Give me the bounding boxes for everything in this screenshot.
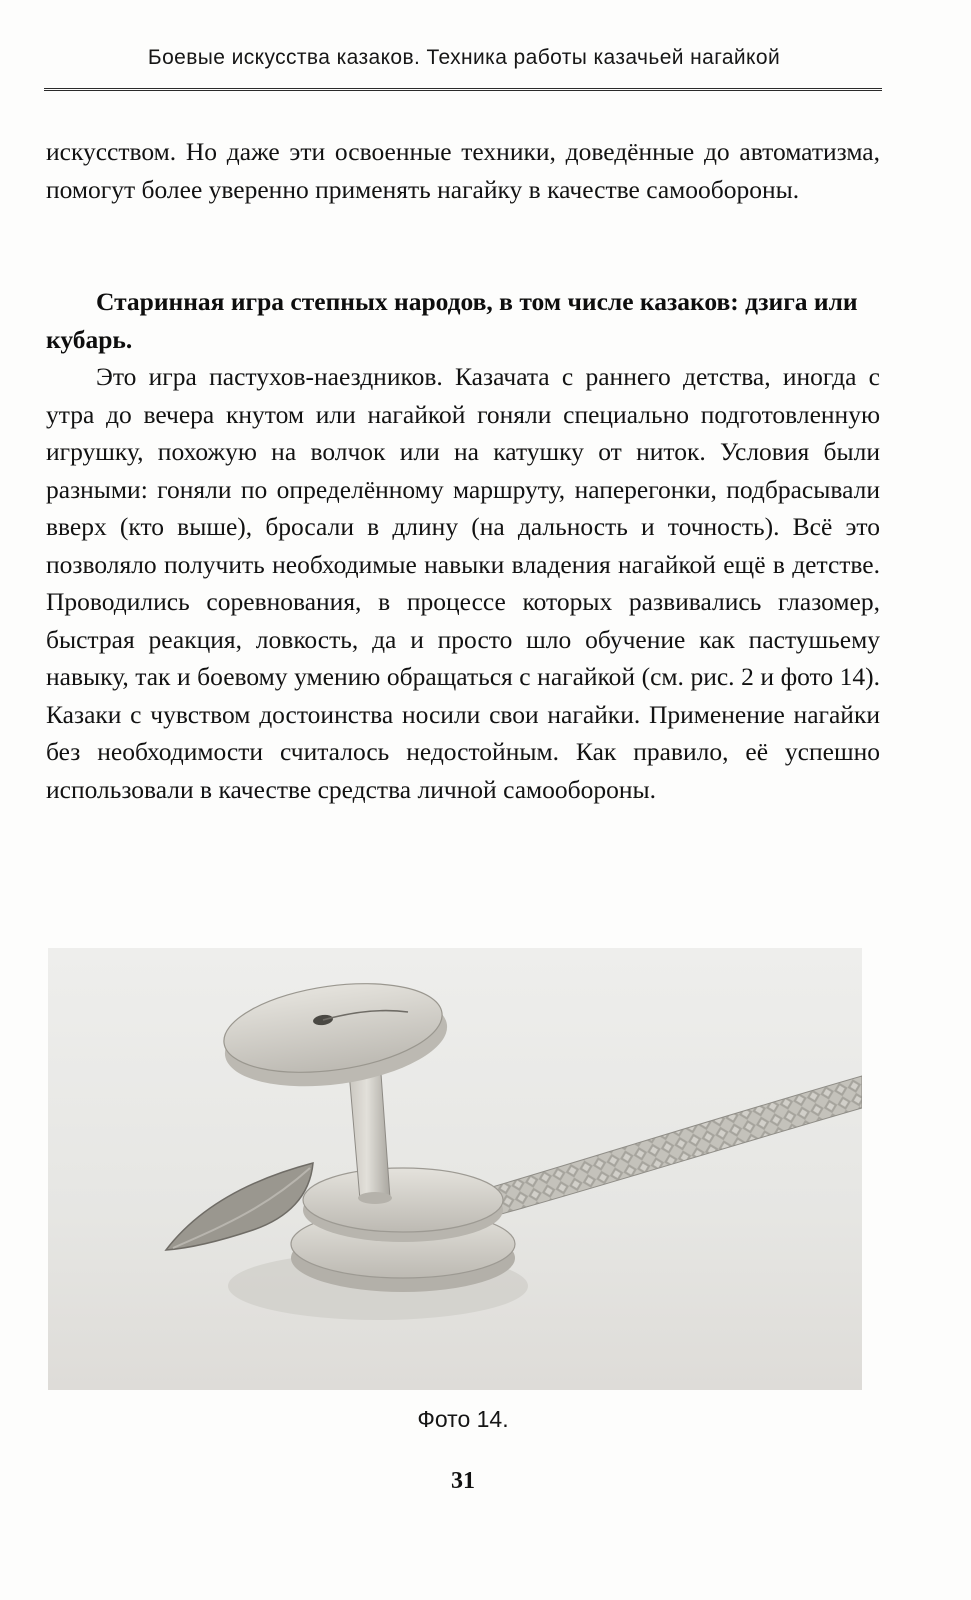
running-head: Боевые искусства казаков. Техника работы казачьей нагайкой: [147, 46, 781, 69]
paragraph-continued: искусством. Но даже эти освоенные техники, доведённые до автоматизма, помогут более уверенно применять нагайку в качестве самообороны.: [46, 137, 880, 204]
header-rule: [44, 88, 882, 91]
section-heading: Старинная игра степных народов, в том числе казаков: дзига или кубарь.: [46, 287, 858, 354]
spool-and-whip-image: [48, 948, 862, 1390]
paragraph-main: Это игра пастухов-наездников. Казачата с раннего детства, иногда с утра до вечера кнутом или нагайкой гоняли специально подготовленную игрушку, похожую на волчок или на катушку от ниток. Условия были разными: гоняли по определённому маршруту, наперегонки, подбрасывали вверх (кто выше), бросали в длину (на дальность и точность). Всё это позволяло получить необходимые навыки владения нагайкой ещё в детстве. Проводились соревнования, в процессе которых развивались глазомер, быстрая реакция, ловкость, да и просто шло обучение как пастушьему навыку, так и боевому умению обращаться с нагайкой (см. рис. 2 и фото 14). Казаки с чувством достоинства носили свои нагайки. Применение нагайки без необходимости считалось недостойным. Как правило, её успешно использовали в качестве средства личной самообороны.: [46, 362, 880, 804]
page-number: 31: [451, 1468, 475, 1494]
photo-caption: Фото 14.: [417, 1406, 509, 1432]
photo-spool-toy: [48, 948, 862, 1390]
